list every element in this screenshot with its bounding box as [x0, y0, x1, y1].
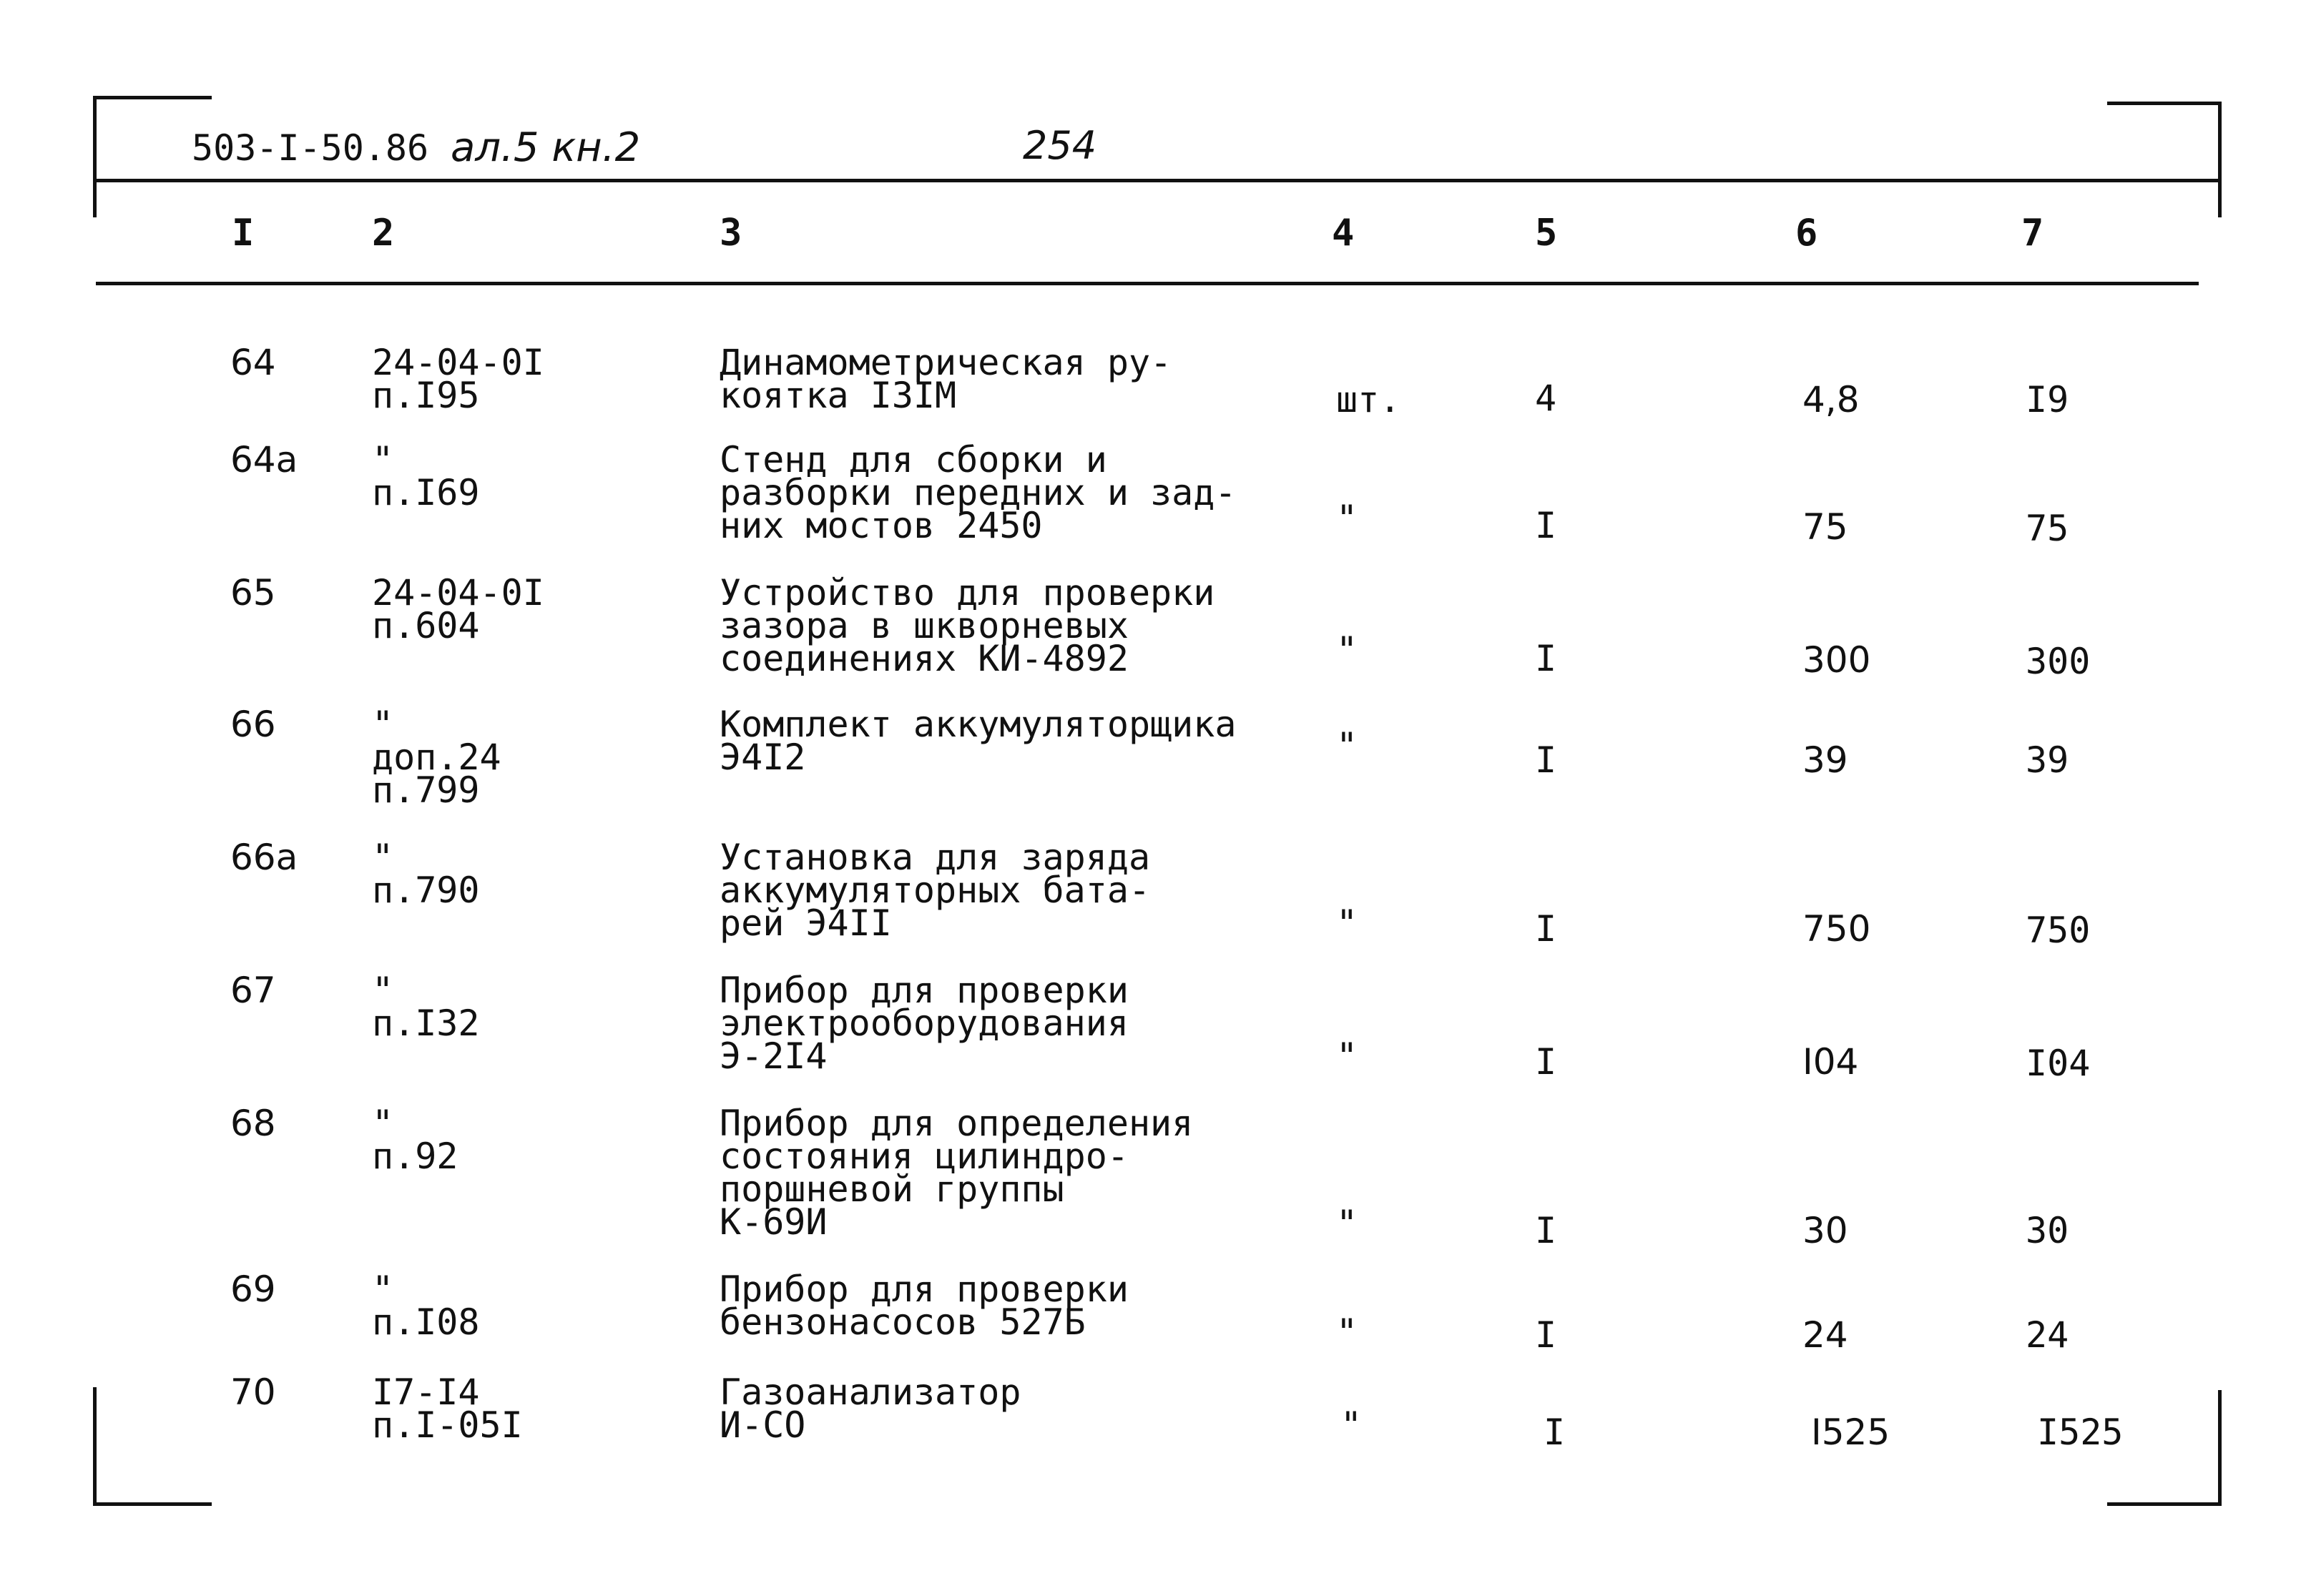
quantity: I: [1535, 1210, 1557, 1251]
item-name: Прибор для определения состояния цилиндро- поршневой группы К-69И: [720, 1103, 1194, 1243]
row-number: 68: [230, 1103, 276, 1144]
page-number: 254: [1023, 123, 1097, 168]
row-number: 65: [230, 572, 276, 614]
row-number: 69: [230, 1269, 276, 1310]
total-price: 39: [2026, 739, 2069, 781]
frame-bottom-left-horizontal: [93, 1502, 212, 1506]
item-name: Прибор для проверки бензонасосов 527Б: [720, 1269, 1129, 1343]
reference: 24-04-0I п.604: [372, 572, 544, 646]
document-code: 503-I-50.86: [192, 127, 429, 169]
row-number: 67: [230, 970, 276, 1011]
quantity: 4: [1535, 378, 1557, 419]
column-header-2: 2: [372, 212, 395, 255]
reference: " п.92: [372, 1103, 458, 1177]
quantity: I: [1544, 1412, 1566, 1453]
total-price: 75: [2026, 508, 2069, 549]
frame-top-left-horizontal: [93, 96, 212, 99]
unit: ": [1336, 1035, 1358, 1077]
header-rule: [93, 179, 2222, 182]
item-name: Устройство для проверки зазора в шкворневых соединениях КИ-4892: [720, 572, 1215, 679]
unit: ": [1336, 1311, 1358, 1353]
unit-price: I04: [1802, 1041, 1859, 1083]
column-header-5: 5: [1535, 212, 1558, 255]
quantity: I: [1535, 1041, 1557, 1083]
item-name: Динамометрическая ру- коятка I3IМ: [720, 342, 1172, 416]
volume-note: ал.5 кн.2: [451, 124, 641, 171]
frame-top-right-vertical: [2218, 102, 2222, 217]
unit-price: 39: [1802, 739, 1848, 781]
total-price: I525: [2037, 1412, 2124, 1453]
total-price: I9: [2026, 379, 2069, 420]
reference: " п.I08: [372, 1269, 480, 1343]
reference: I7-I4 п.I-05I: [372, 1371, 523, 1446]
column-header-rule: [96, 282, 2199, 285]
unit: ": [1336, 902, 1358, 944]
column-header-3: 3: [720, 212, 742, 255]
quantity: I: [1535, 908, 1557, 950]
total-price: 24: [2026, 1314, 2069, 1356]
total-price: I04: [2026, 1043, 2091, 1084]
unit-price: I525: [1811, 1412, 1890, 1453]
column-header-7: 7: [2021, 212, 2044, 255]
unit: ": [1336, 498, 1358, 539]
unit-price: 24: [1802, 1314, 1848, 1356]
reference: " п.I69: [372, 439, 480, 513]
reference: " доп.24 п.799: [372, 704, 501, 811]
row-number: 70: [230, 1371, 276, 1413]
item-name: Прибор для проверки электрооборудования Э-2I4: [720, 970, 1129, 1077]
total-price: 30: [2026, 1210, 2069, 1251]
frame-bottom-right-horizontal: [2107, 1502, 2222, 1506]
total-price: 300: [2026, 641, 2091, 682]
row-number: 66: [230, 704, 276, 745]
column-header-6: 6: [1795, 212, 1818, 255]
item-name: Газоанализатор И-СО: [720, 1371, 1021, 1446]
unit-price: 4,8: [1802, 379, 1860, 420]
unit: ": [1336, 629, 1358, 671]
column-header-1: I: [232, 212, 255, 255]
quantity: I: [1535, 638, 1557, 679]
unit-price: 30: [1802, 1210, 1848, 1251]
frame-top-right-horizontal: [2107, 102, 2222, 105]
item-name: Стенд для сборки и разборки передних и зад- них мостов 2450: [720, 439, 1237, 546]
reference: 24-04-0I п.I95: [372, 342, 544, 416]
unit: ": [1340, 1404, 1363, 1446]
quantity: I: [1535, 739, 1557, 781]
item-name: Комплект аккумуляторщика Э4I2: [720, 704, 1237, 778]
unit-price: 300: [1802, 639, 1871, 681]
frame-top-left-vertical: [93, 96, 97, 217]
quantity: I: [1535, 505, 1557, 546]
frame-bottom-left-vertical: [93, 1387, 97, 1506]
unit-price: 750: [1802, 908, 1871, 950]
quantity: I: [1535, 1314, 1557, 1356]
frame-bottom-right-vertical: [2218, 1390, 2222, 1506]
item-name: Установка для заряда аккумуляторных бата- рей Э4II: [720, 837, 1151, 944]
row-number: 66а: [230, 837, 298, 878]
unit: шт.: [1336, 379, 1401, 420]
unit: ": [1336, 725, 1358, 767]
reference: " п.790: [372, 837, 480, 911]
unit-price: 75: [1802, 506, 1848, 548]
row-number: 64: [230, 342, 276, 383]
unit: ": [1336, 1203, 1358, 1244]
total-price: 750: [2026, 910, 2091, 951]
reference: " п.I32: [372, 970, 480, 1044]
column-header-4: 4: [1332, 212, 1355, 255]
row-number: 64а: [230, 439, 298, 481]
